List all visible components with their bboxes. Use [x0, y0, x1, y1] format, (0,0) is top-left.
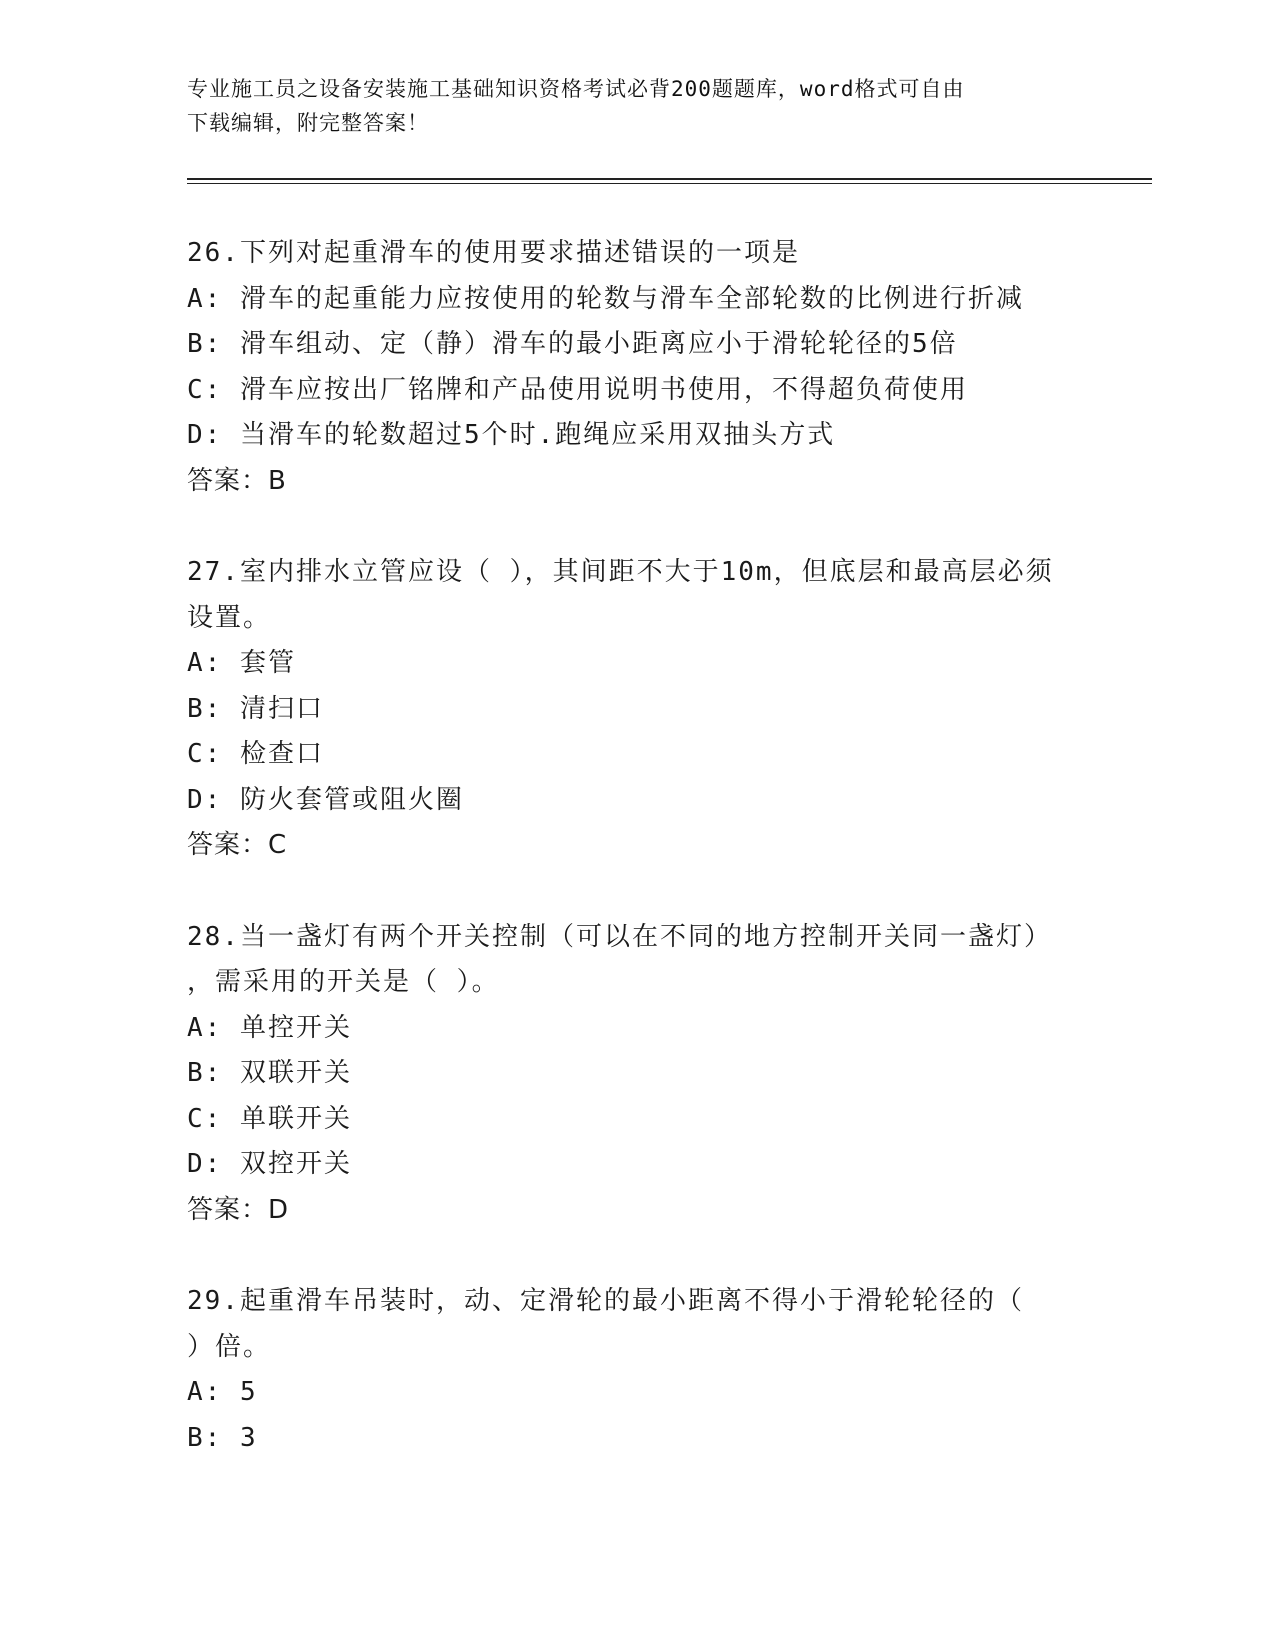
option-c: C: 滑车应按出厂铭牌和产品使用说明书使用，不得超负荷使用 [187, 374, 968, 405]
header-title-line-2: 下载编辑，附完整答案！ [187, 111, 429, 135]
option-c: C: 检查口 [187, 739, 324, 769]
question-26 [187, 231, 1087, 504]
question-stem-continued: ，需采用的开关是（ ）。 [187, 967, 500, 997]
header-title-line-1: 专业施工员之设备安装施工基础知识资格考试必背200题题库，word格式可自由 [187, 77, 965, 101]
header-divider-thin [187, 183, 1152, 184]
answer-label: 答案：B [187, 465, 287, 496]
answer-label: 答案：C [187, 830, 288, 860]
question-stem-continued: 设置。 [187, 602, 272, 633]
question-stem: 29.起重滑车吊装时，动、定滑轮的最小距离不得小于滑轮轮径的（ [187, 1286, 1024, 1316]
option-a: A: 滑车的起重能力应按使用的轮数与滑车全部轮数的比例进行折减 [187, 283, 1024, 314]
document-header [187, 72, 1087, 140]
option-b: B: 滑车组动、定（静）滑车的最小距离应小于滑轮轮径的5倍 [187, 329, 958, 359]
question-stem: 26.下列对起重滑车的使用要求描述错误的一项是 [187, 238, 800, 268]
option-d: D: 双控开关 [187, 1149, 352, 1179]
option-a: A: 单控开关 [187, 1012, 352, 1043]
option-a: A: 套管 [187, 648, 296, 678]
option-d: D: 当滑车的轮数超过5个时.跑绳应采用双抽头方式 [187, 420, 836, 450]
question-stem-continued: ）倍。 [187, 1331, 272, 1362]
option-a: A: 5 [187, 1377, 258, 1407]
option-b: B: 清扫口 [187, 693, 324, 724]
question-stem: 27.室内排水立管应设（ ），其间距不大于10m，但底层和最高层必须 [187, 557, 1054, 587]
question-list [187, 231, 1087, 1507]
answer-label: 答案：D [187, 1194, 290, 1225]
question-stem: 28.当一盏灯有两个开关控制（可以在不同的地方控制开关同一盏灯） [187, 921, 1052, 952]
option-d: D: 防火套管或阻火圈 [187, 784, 464, 815]
header-divider-thick [187, 178, 1152, 180]
question-29 [187, 1279, 1087, 1461]
option-b: B: 双联开关 [187, 1058, 352, 1088]
question-27 [187, 550, 1087, 869]
option-b: B: 3 [187, 1422, 258, 1453]
question-28 [187, 915, 1087, 1234]
option-c: C: 单联开关 [187, 1103, 352, 1134]
